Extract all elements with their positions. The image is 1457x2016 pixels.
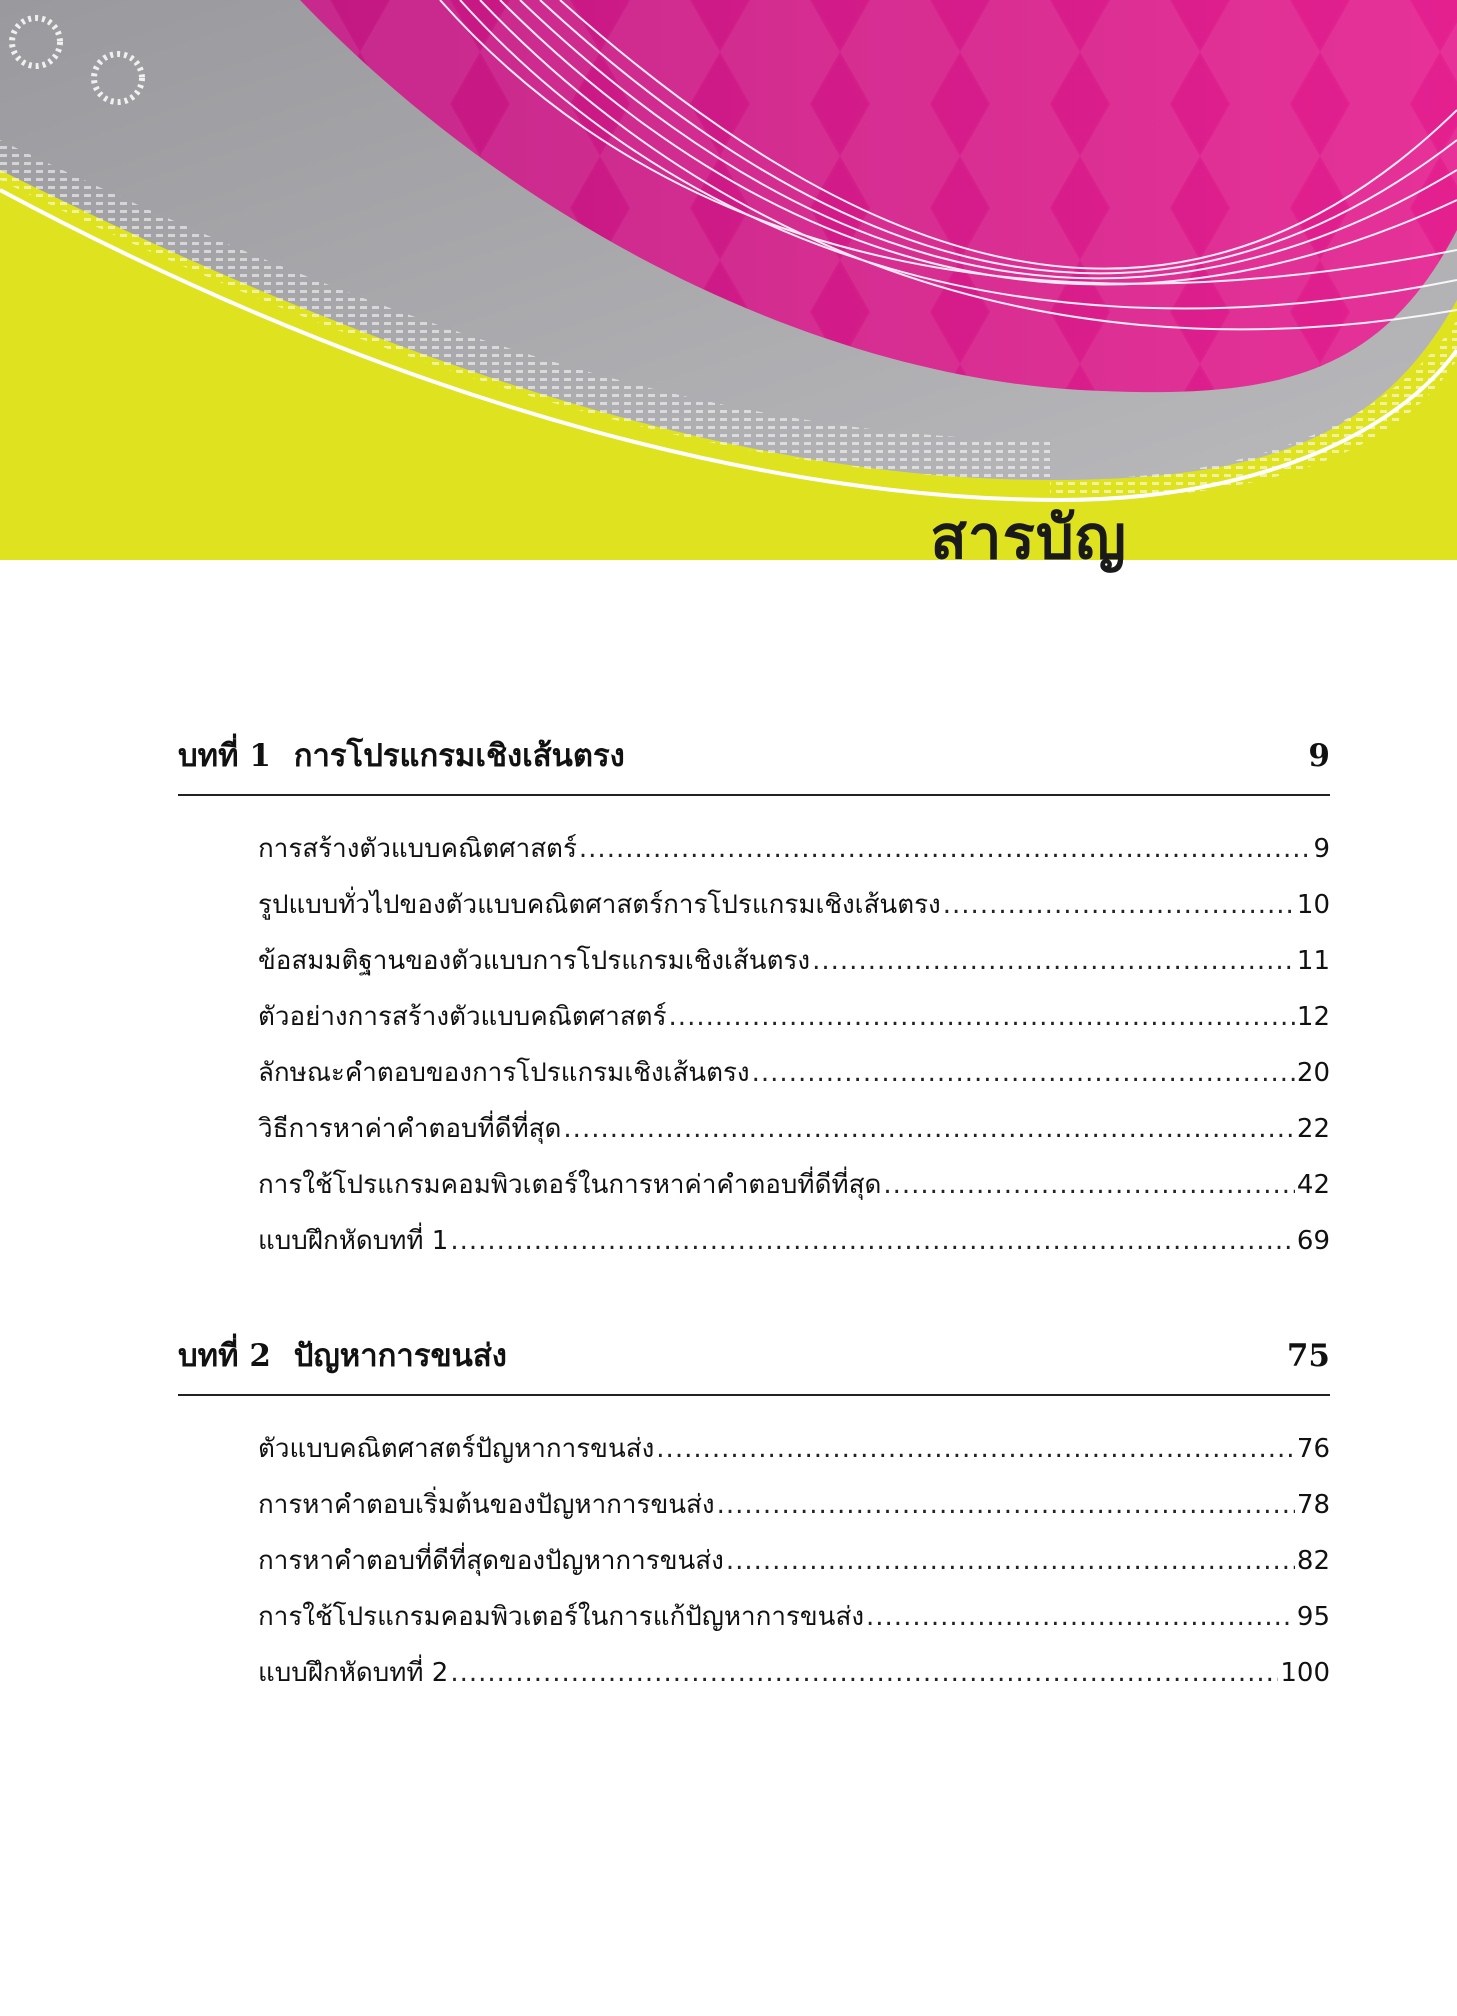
toc-entry-title: การใช้โปรแกรมคอมพิวเตอร์ในการหาค่าคำตอบที่ดีที่สุด xyxy=(258,1170,882,1200)
dot-leader xyxy=(883,1170,1295,1200)
page-title: สารบัญ xyxy=(930,503,1127,573)
chapter-heading xyxy=(178,730,1330,796)
dot-leader xyxy=(656,1434,1295,1464)
toc-entry-title: ลักษณะคำตอบของการโปรแกรมเชิงเส้นตรง xyxy=(258,1058,750,1088)
toc-entry-title: การหาคำตอบที่ดีที่สุดของปัญหาการขนส่ง xyxy=(258,1546,724,1576)
toc-entry-page: 69 xyxy=(1296,1226,1330,1256)
dot-leader xyxy=(669,1002,1295,1032)
toc-entry[interactable] xyxy=(258,1484,1330,1540)
toc-entry-page: 95 xyxy=(1296,1602,1330,1632)
toc-entry-list xyxy=(258,828,1330,1276)
toc-entry-page: 9 xyxy=(1313,834,1330,864)
toc-entry-title: แบบฝึกหัดบทที่ 2 xyxy=(258,1658,449,1688)
chapter-title: การโปรแกรมเชิงเส้นตรง xyxy=(293,738,625,774)
toc-entry[interactable] xyxy=(258,996,1330,1052)
toc-entry-page: 42 xyxy=(1296,1170,1330,1200)
toc-entry-title: ตัวอย่างการสร้างตัวแบบคณิตศาสตร์ xyxy=(258,1002,667,1032)
toc-entry-page: 78 xyxy=(1296,1490,1330,1520)
toc-entry-page: 82 xyxy=(1296,1546,1330,1576)
dot-leader xyxy=(450,1226,1295,1256)
toc-entry-page: 22 xyxy=(1296,1114,1330,1144)
dot-leader xyxy=(726,1546,1295,1576)
chapter-number: 2 xyxy=(249,1338,271,1374)
chapter-section xyxy=(178,730,1330,1276)
chapter-page-number: 75 xyxy=(1286,1338,1330,1374)
toc-entry-page: 10 xyxy=(1296,890,1330,920)
dot-leader xyxy=(812,946,1295,976)
dot-leader xyxy=(943,890,1295,920)
chapter-section xyxy=(178,1330,1330,1708)
toc-entry-title: ข้อสมมติฐานของตัวแบบการโปรแกรมเชิงเส้นตรง xyxy=(258,946,811,976)
toc-entry-page: 76 xyxy=(1296,1434,1330,1464)
toc-entry[interactable] xyxy=(258,1652,1330,1708)
toc-entry[interactable] xyxy=(258,1108,1330,1164)
toc-entry-list xyxy=(258,1428,1330,1708)
toc-entry[interactable] xyxy=(258,1164,1330,1220)
toc-entry[interactable] xyxy=(258,828,1330,884)
chapter-label: บทที่ xyxy=(178,1338,239,1374)
toc-entry-title: การใช้โปรแกรมคอมพิวเตอร์ในการแก้ปัญหาการขนส่ง xyxy=(258,1602,865,1632)
chapter-page-number: 9 xyxy=(1308,738,1330,774)
toc-entry[interactable] xyxy=(258,940,1330,996)
dot-leader xyxy=(563,1114,1294,1144)
toc-entry[interactable] xyxy=(258,1596,1330,1652)
chapter-heading xyxy=(178,1330,1330,1396)
toc-entry-title: แบบฝึกหัดบทที่ 1 xyxy=(258,1226,449,1256)
toc-entry-title: วิธีการหาค่าคำตอบที่ดีที่สุด xyxy=(258,1114,562,1144)
toc-entry-title: รูปแบบทั่วไปของตัวแบบคณิตศาสตร์การโปรแกรมเชิงเส้นตรง xyxy=(258,890,941,920)
chapter-label: บทที่ xyxy=(178,738,239,774)
toc-entry-page: 100 xyxy=(1280,1658,1330,1688)
toc-entry-page: 20 xyxy=(1296,1058,1330,1088)
toc-entry-page: 12 xyxy=(1296,1002,1330,1032)
dot-leader xyxy=(717,1490,1295,1520)
chapter-number: 1 xyxy=(249,738,271,774)
toc-entry-title: ตัวแบบคณิตศาสตร์ปัญหาการขนส่ง xyxy=(258,1434,655,1464)
toc-entry[interactable] xyxy=(258,1428,1330,1484)
toc-entry[interactable] xyxy=(258,1052,1330,1108)
dot-leader xyxy=(579,834,1312,864)
toc-entry-title: การสร้างตัวแบบคณิตศาสตร์ xyxy=(258,834,577,864)
dot-leader xyxy=(866,1602,1295,1632)
header-banner-graphic xyxy=(0,0,1457,560)
toc-entry[interactable] xyxy=(258,884,1330,940)
toc-entry-page: 11 xyxy=(1296,946,1330,976)
toc-entry[interactable] xyxy=(258,1540,1330,1596)
chapter-title: ปัญหาการขนส่ง xyxy=(293,1338,507,1374)
toc-entry[interactable] xyxy=(258,1220,1330,1276)
dot-leader xyxy=(752,1058,1295,1088)
toc-entry-title: การหาคำตอบเริ่มต้นของปัญหาการขนส่ง xyxy=(258,1490,715,1520)
dot-leader xyxy=(450,1658,1278,1688)
